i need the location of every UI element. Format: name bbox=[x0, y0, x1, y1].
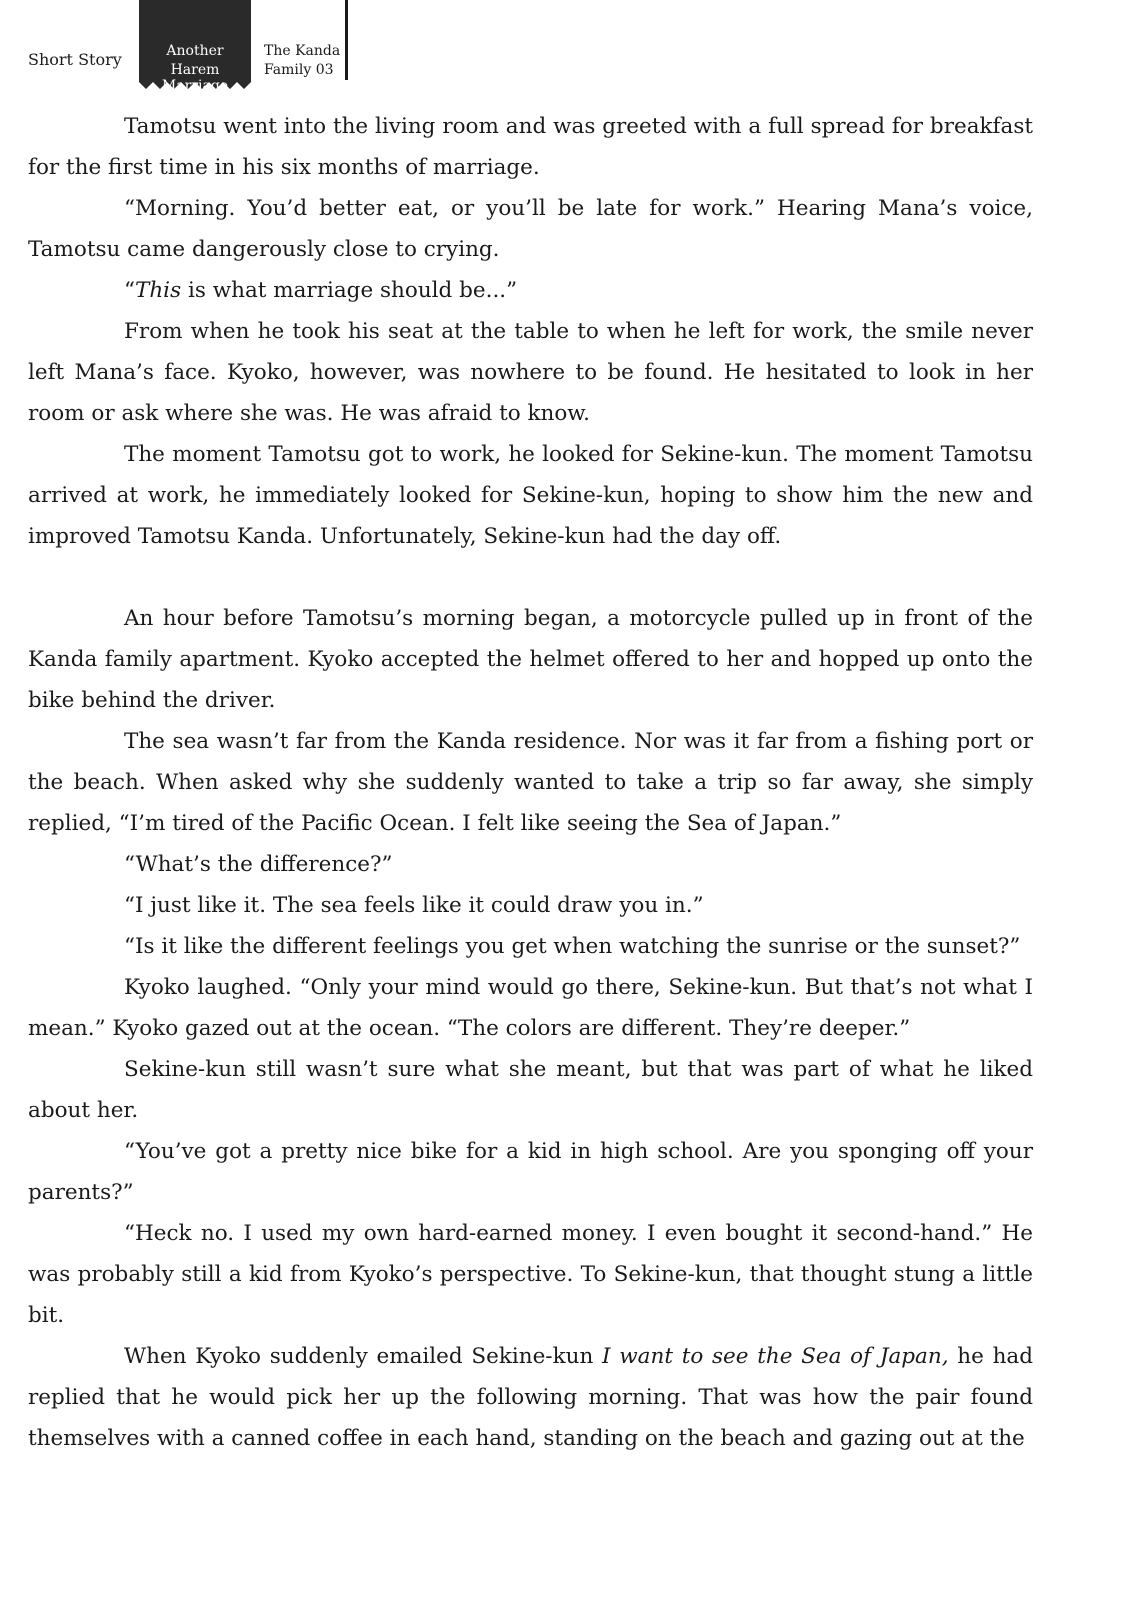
story-title-line-2: Family 03 bbox=[264, 62, 334, 78]
paragraph-6: An hour before Tamotsu’s morning began, a motorcycle pulled up in front of the Kanda family apartment. Kyoko accepted the helmet offered to her and hopped up onto the bike behind the driver. bbox=[28, 606, 1033, 713]
section-label: Short Story bbox=[28, 50, 122, 69]
paragraph-15 bbox=[28, 1336, 1033, 1459]
paragraph-8: “What’s the difference?” bbox=[124, 852, 393, 877]
paragraph-7: The sea wasn’t far from the Kanda residence. Nor was it far from a fishing port or the beach. When asked why she suddenly wanted to take a trip so far away, she simply replied, “I’m tired of the Pacific Ocean. I felt like seeing the Sea of Japan.” bbox=[28, 729, 1033, 836]
paragraph-15-end: he had replied that he would pick her up the following morning. That was how the pair found themselves with a canned coffee in each hand, standing on the beach and gazing out at the bbox=[28, 1344, 1033, 1451]
paragraph-3-emphasis: This bbox=[135, 278, 182, 303]
paragraph-2: “Morning. You’d better eat, or you’ll be late for work.” Hearing Mana’s voice, Tamotsu came dangerously close to crying. bbox=[28, 196, 1033, 262]
paragraph-15-start: When Kyoko suddenly emailed Sekine-kun bbox=[124, 1344, 603, 1369]
paragraph-3 bbox=[28, 270, 1033, 311]
banner-line-2: Harem Marriage bbox=[161, 62, 229, 94]
paragraph-14: “Heck no. I used my own hard-earned money. I even bought it second-hand.” He was probably still a kid from Kyoko’s perspective. To Sekine-kun, that thought stung a little bit. bbox=[28, 1221, 1033, 1328]
paragraph-12: Sekine-kun still wasn’t sure what she meant, but that was part of what he liked about her. bbox=[28, 1057, 1033, 1123]
paragraph-10: “Is it like the different feelings you get when watching the sunrise or the sunset?” bbox=[124, 934, 1021, 959]
paragraph-13: “You’ve got a pretty nice bike for a kid in high school. Are you sponging off your parents?” bbox=[28, 1139, 1033, 1205]
paragraph-11: Kyoko laughed. “Only your mind would go there, Sekine-kun. But that’s not what I mean.” Kyoko gazed out at the ocean. “The colors are different. They’re deeper.” bbox=[28, 975, 1033, 1041]
banner-line-1: Another bbox=[166, 43, 224, 59]
scene-break bbox=[28, 557, 1033, 598]
header-divider bbox=[345, 0, 348, 80]
paragraph-3-open: “ bbox=[124, 278, 135, 303]
paragraph-15-emphasis: I want to see the Sea of Japan, bbox=[602, 1344, 949, 1369]
paragraph-4: From when he took his seat at the table to when he left for work, the smile never left Mana’s face. Kyoko, however, was nowhere to be found. He hesitated to look in her room or ask where she was. He was afraid to know. bbox=[28, 319, 1033, 426]
paragraph-1: Tamotsu went into the living room and was greeted with a full spread for breakfast for the first time in his six months of marriage. bbox=[28, 114, 1033, 180]
page-header bbox=[0, 0, 1124, 100]
paragraph-9: “I just like it. The sea feels like it could draw you in.” bbox=[124, 893, 704, 918]
paragraph-5: The moment Tamotsu got to work, he looked for Sekine-kun. The moment Tamotsu arrived at work, he immediately looked for Sekine-kun, hoping to show him the new and improved Tamotsu Kanda. Unfortunately, Sekine-kun had the day off. bbox=[28, 442, 1033, 549]
story-text bbox=[28, 106, 1033, 1459]
story-title-line-1: The Kanda bbox=[264, 43, 341, 59]
series-banner bbox=[139, 0, 251, 94]
paragraph-3-rest: is what marriage should be...” bbox=[181, 278, 518, 303]
